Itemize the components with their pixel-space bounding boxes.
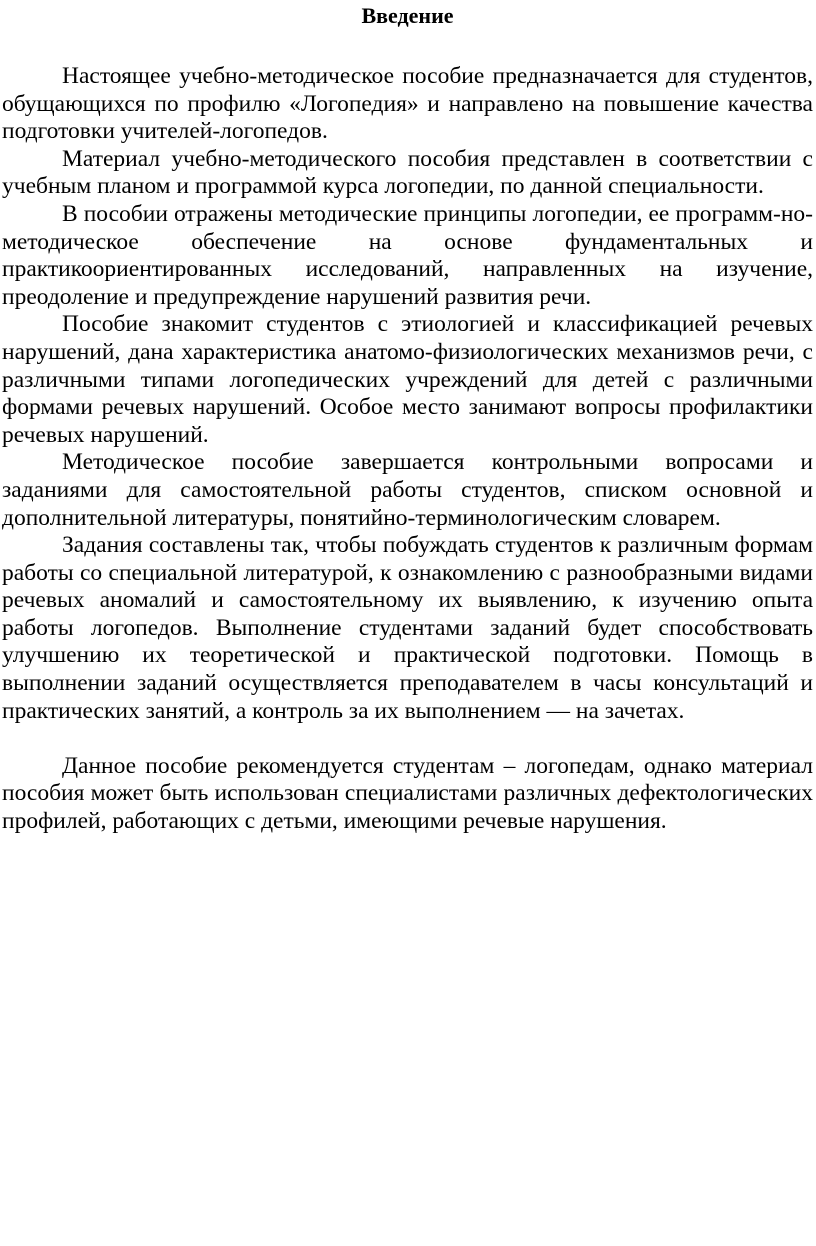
paragraph-material: Материал учебно-методического пособия представлен в соответствии с учебным планом и программой курса логопедии, по данной специальности. xyxy=(2,145,813,200)
paragraph-recommendation: Данное пособие рекомендуется студентам – логопедам, однако материал пособия может быть использован специалистами различных дефектологических профилей, работающих с детьми, имеющими речевые нарушения. xyxy=(2,752,813,835)
paragraph-purpose: Настоящее учебно-методическое пособие предназначается для студентов, обущающихся по профилю «Логопедия» и направлено на повышение качества подготовки учителей-логопедов. xyxy=(2,63,813,145)
paragraph-principles: В пособии отражены методические принципы логопедии, ее программ-но-методическое обеспечение на основе фундаментальных и практикоориентированных исследований, направленных на изучение, преодоление и предупреждение нарушений развития речи. xyxy=(2,200,813,310)
paragraph-content: Пособие знакомит студентов с этиологией и классификацией речевых нарушений, дана характеристика анатомо-физиологических механизмов речи, с различными типами логопедических учреждений для детей с различными формами речевых нарушений. Особое место занимают вопросы профилактики речевых нарушений. xyxy=(2,311,813,448)
document-title: Введение xyxy=(361,3,454,28)
document-body xyxy=(2,63,813,836)
paragraph-tasks: Задания составлены так, чтобы побуждать студентов к различным формам работы со специальной литературой, к ознакомлению с разнообразными видами речевых аномалий и самостоятельному их выявлению, к изучению опыта работы логопедов. Выполнение студентами заданий будет способствовать улучшению их теоретической и практической подготовки. Помощь в выполнении заданий осуществляется преподавателем в часы консультаций и практических занятий, а контроль за их выполнением — на зачетах. xyxy=(2,532,813,724)
paragraph-conclusion: Методическое пособие завершается контрольными вопросами и заданиями для самостоятельной работы студентов, списком основной и дополнительной литературы, понятийно-терминологическим словарем. xyxy=(2,449,813,531)
